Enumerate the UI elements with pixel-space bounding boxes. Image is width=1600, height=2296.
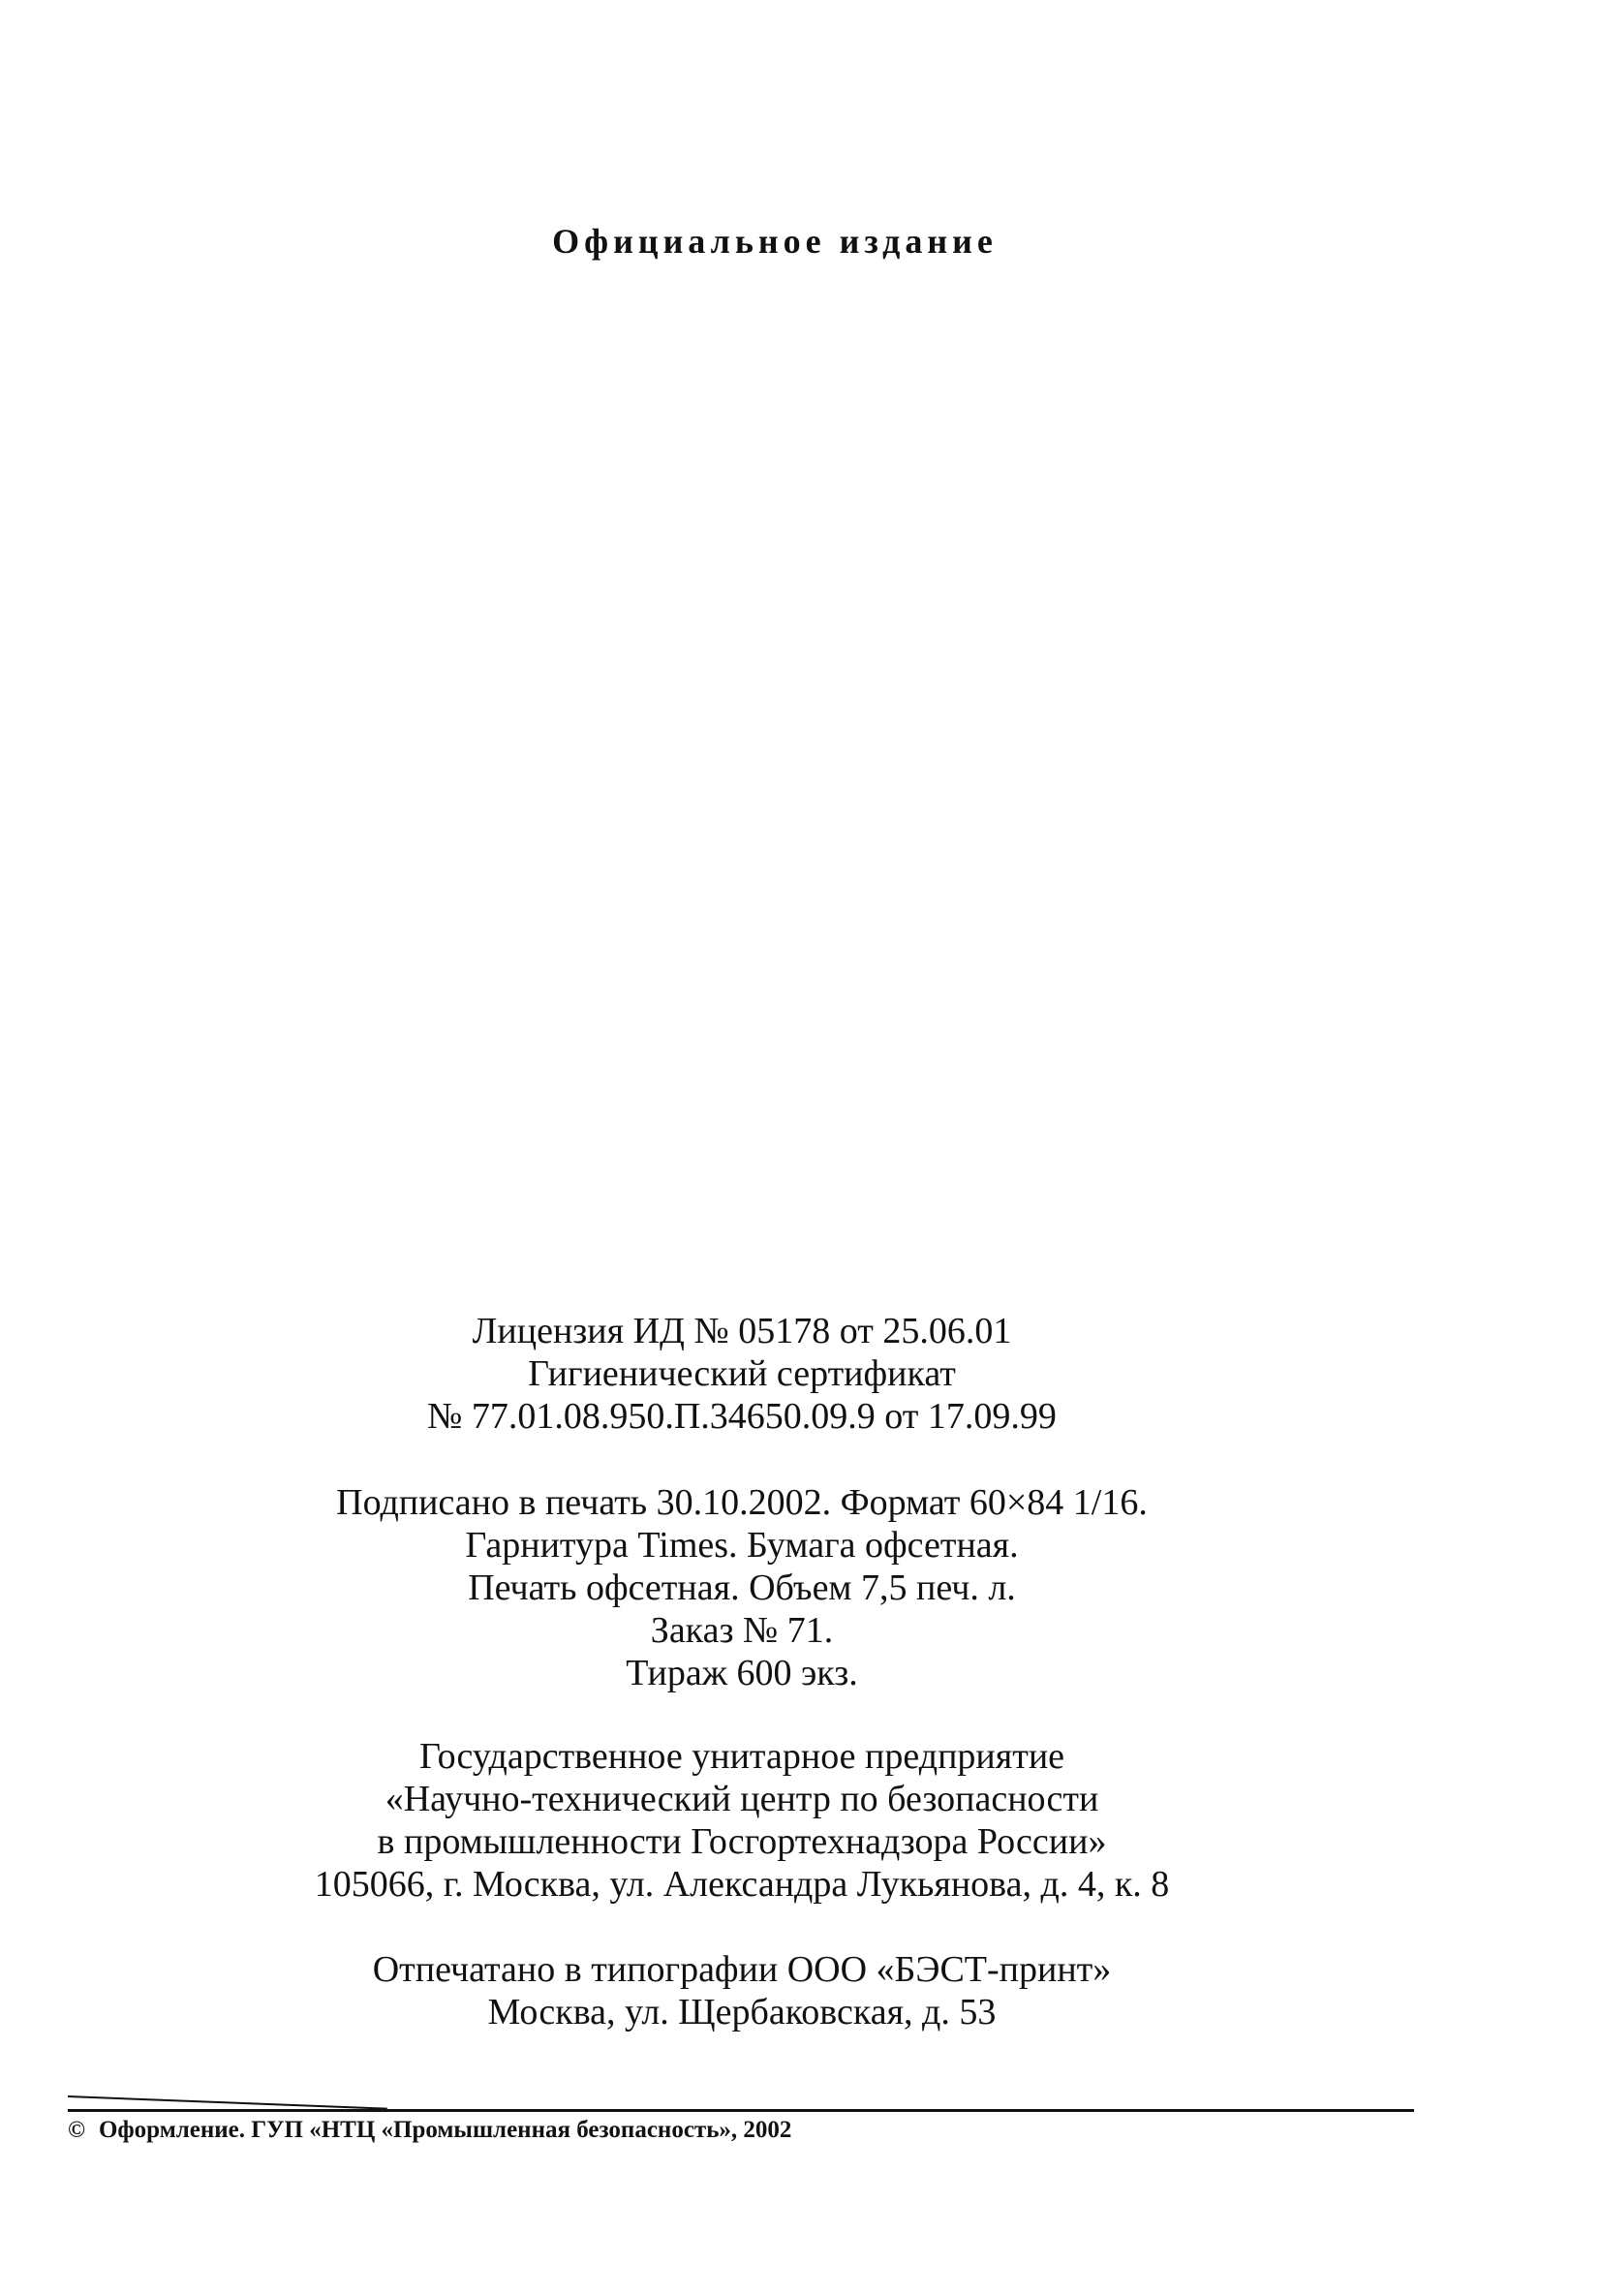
- signed-to-print-line: Подписано в печать 30.10.2002. Формат 60×84 1/16.: [336, 1482, 1148, 1523]
- license-block: [219, 1310, 1265, 1438]
- footer-rule-curve: [68, 2095, 387, 2110]
- copyright-text: Оформление. ГУП «НТЦ «Промышленная безопасность», 2002: [98, 2117, 792, 2143]
- printer-block: [219, 1948, 1265, 2033]
- order-number-line: Заказ № 71.: [650, 1610, 834, 1651]
- certificate-number: № 77.01.08.950.П.34650.09.9 от 17.09.99: [427, 1396, 1057, 1437]
- copyright-footer: [68, 2115, 791, 2144]
- publisher-name-line-2: в промышленности Госгортехнадзора России»: [377, 1821, 1107, 1862]
- footer-rule: [68, 2109, 1414, 2112]
- typeface-paper-line: Гарнитура Times. Бумага офсетная.: [465, 1525, 1019, 1566]
- publisher-name-line-1: «Научно-технический центр по безопасности: [385, 1779, 1099, 1819]
- license-line: Лицензия ИД № 05178 от 25.06.01: [472, 1311, 1012, 1351]
- certificate-title: Гигиенический сертификат: [528, 1353, 956, 1394]
- printer-address: Москва, ул. Щербаковская, д. 53: [487, 1992, 997, 2032]
- printer-name: Отпечатано в типографии ООО «БЭСТ-принт»: [372, 1949, 1112, 1990]
- publisher-address: 105066, г. Москва, ул. Александра Лукьянова, д. 4, к. 8: [314, 1864, 1170, 1905]
- copyright-icon: ©: [68, 2118, 85, 2143]
- print-run-line: Тираж 600 экз.: [626, 1653, 858, 1693]
- page-heading: Официальное издание: [552, 222, 998, 261]
- publisher-type: Государственное унитарное предприятие: [418, 1736, 1065, 1777]
- publisher-block: [219, 1735, 1265, 1906]
- print-info-block: [219, 1481, 1265, 1694]
- print-volume-line: Печать офсетная. Объем 7,5 печ. л.: [468, 1567, 1016, 1608]
